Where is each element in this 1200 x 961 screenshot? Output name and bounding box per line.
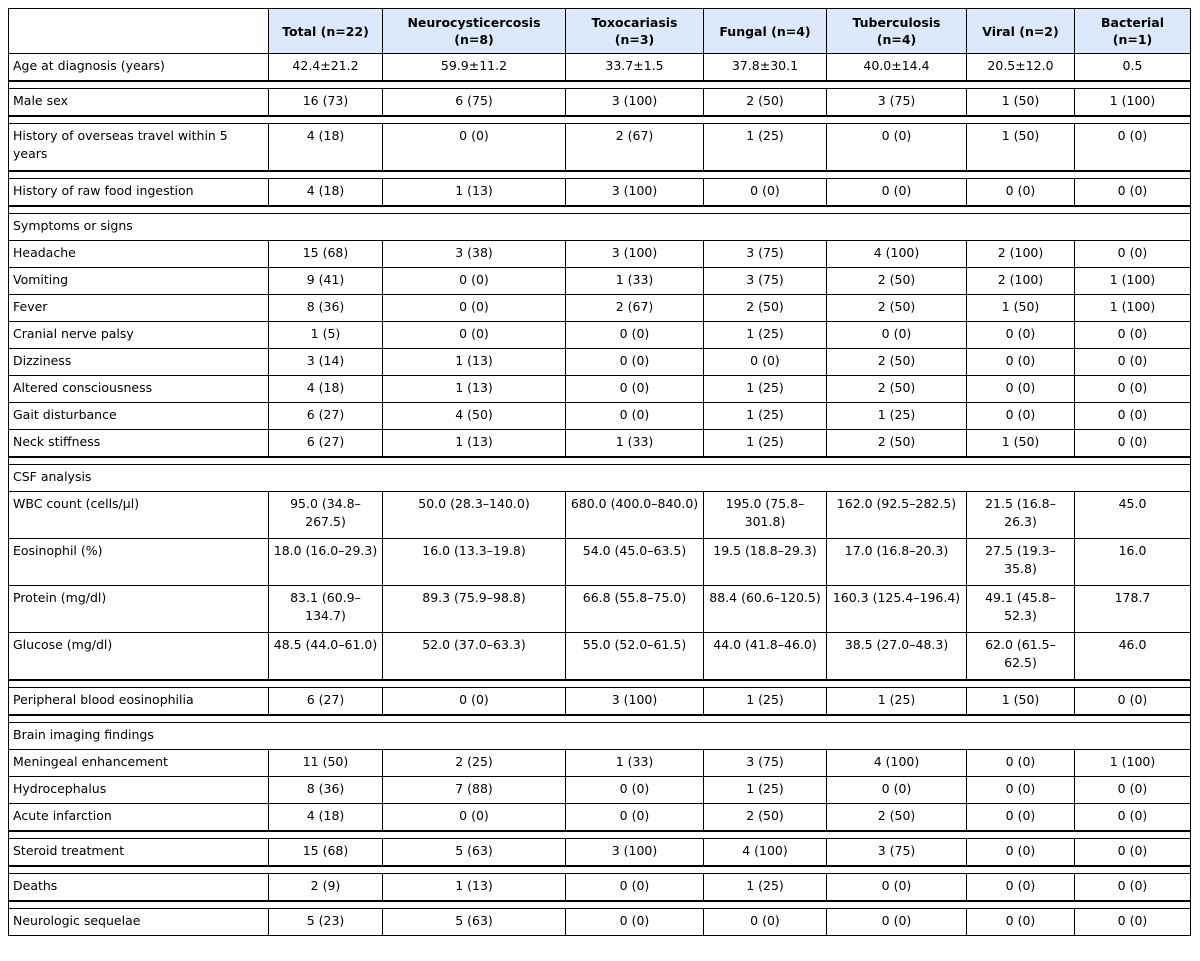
table-container bbox=[8, 8, 1191, 936]
table-row bbox=[8, 376, 1191, 403]
cell: 38.5 (27.0–48.3) bbox=[827, 633, 967, 680]
row-label: Glucose (mg/dl) bbox=[8, 633, 269, 680]
cell: 3 (75) bbox=[704, 750, 827, 777]
cell: 162.0 (92.5–282.5) bbox=[827, 492, 967, 539]
header-tuberculosis: Tuberculosis (n=4) bbox=[827, 8, 967, 54]
table-row bbox=[8, 124, 1191, 171]
row-label: Eosinophil (%) bbox=[8, 539, 269, 586]
cell: 95.0 (34.8–267.5) bbox=[269, 492, 383, 539]
cell: 6 (27) bbox=[269, 403, 383, 430]
cell: 0 (0) bbox=[1075, 241, 1191, 268]
cell: 0 (0) bbox=[827, 322, 967, 349]
cell: 2 (67) bbox=[566, 124, 704, 171]
row-label: Steroid treatment bbox=[8, 839, 269, 866]
cell: 0 (0) bbox=[383, 295, 566, 322]
cell: 17.0 (16.8–20.3) bbox=[827, 539, 967, 586]
separator bbox=[8, 116, 1191, 124]
cell: 1 (100) bbox=[1075, 268, 1191, 295]
cell: 0 (0) bbox=[827, 179, 967, 206]
cell: 0 (0) bbox=[1075, 376, 1191, 403]
cell: 1 (100) bbox=[1075, 89, 1191, 116]
cell: 0 (0) bbox=[827, 909, 967, 936]
cell: 1 (33) bbox=[566, 268, 704, 295]
separator bbox=[8, 901, 1191, 909]
section-row bbox=[8, 465, 1191, 492]
cell: 0 (0) bbox=[566, 874, 704, 901]
cell: 3 (100) bbox=[566, 179, 704, 206]
cell: 0 (0) bbox=[1075, 124, 1191, 171]
cell: 3 (38) bbox=[383, 241, 566, 268]
cell: 16.0 bbox=[1075, 539, 1191, 586]
cell: 2 (50) bbox=[827, 376, 967, 403]
cell: 1 (33) bbox=[566, 430, 704, 457]
cell: 0 (0) bbox=[383, 124, 566, 171]
cell: 2 (9) bbox=[269, 874, 383, 901]
cell: 0 (0) bbox=[1075, 349, 1191, 376]
cell: 4 (18) bbox=[269, 179, 383, 206]
cell: 3 (14) bbox=[269, 349, 383, 376]
cell: 8 (36) bbox=[269, 777, 383, 804]
cell: 0 (0) bbox=[1075, 403, 1191, 430]
cell: 1 (25) bbox=[827, 403, 967, 430]
cell: 0.5 bbox=[1075, 54, 1191, 81]
cell: 0 (0) bbox=[967, 804, 1075, 831]
table-row bbox=[8, 539, 1191, 586]
cell: 3 (75) bbox=[704, 241, 827, 268]
cell: 1 (25) bbox=[704, 777, 827, 804]
cell: 3 (100) bbox=[566, 89, 704, 116]
table-row bbox=[8, 403, 1191, 430]
cell: 6 (75) bbox=[383, 89, 566, 116]
header-bacterial: Bacterial (n=1) bbox=[1075, 8, 1191, 54]
cell: 0 (0) bbox=[967, 909, 1075, 936]
separator bbox=[8, 680, 1191, 688]
cell: 0 (0) bbox=[827, 777, 967, 804]
cell: 49.1 (45.8–52.3) bbox=[967, 586, 1075, 633]
cell: 40.0±14.4 bbox=[827, 54, 967, 81]
cell: 5 (23) bbox=[269, 909, 383, 936]
cell: 0 (0) bbox=[967, 322, 1075, 349]
cell: 2 (25) bbox=[383, 750, 566, 777]
row-label: Cranial nerve palsy bbox=[8, 322, 269, 349]
cell: 50.0 (28.3–140.0) bbox=[383, 492, 566, 539]
row-label: Hydrocephalus bbox=[8, 777, 269, 804]
cell: 1 (50) bbox=[967, 430, 1075, 457]
cell: 0 (0) bbox=[967, 403, 1075, 430]
section-title: Symptoms or signs bbox=[8, 214, 1191, 241]
cell: 20.5±12.0 bbox=[967, 54, 1075, 81]
cell: 2 (67) bbox=[566, 295, 704, 322]
cell: 2 (100) bbox=[967, 268, 1075, 295]
table-row bbox=[8, 633, 1191, 680]
header-total: Total (n=22) bbox=[269, 8, 383, 54]
cell: 5 (63) bbox=[383, 909, 566, 936]
cell: 0 (0) bbox=[566, 322, 704, 349]
cell: 0 (0) bbox=[827, 124, 967, 171]
row-label: Fever bbox=[8, 295, 269, 322]
row-label: Male sex bbox=[8, 89, 269, 116]
cell: 0 (0) bbox=[1075, 777, 1191, 804]
cell: 9 (41) bbox=[269, 268, 383, 295]
table-row bbox=[8, 586, 1191, 633]
cell: 0 (0) bbox=[566, 403, 704, 430]
cell: 1 (50) bbox=[967, 295, 1075, 322]
table-row bbox=[8, 322, 1191, 349]
cell: 3 (100) bbox=[566, 688, 704, 715]
cell: 3 (75) bbox=[704, 268, 827, 295]
cell: 4 (100) bbox=[827, 750, 967, 777]
table-row bbox=[8, 777, 1191, 804]
cell: 178.7 bbox=[1075, 586, 1191, 633]
cell: 0 (0) bbox=[566, 777, 704, 804]
table-row bbox=[8, 804, 1191, 831]
separator bbox=[8, 171, 1191, 179]
section-title: Brain imaging findings bbox=[8, 723, 1191, 750]
header-row bbox=[8, 8, 1191, 54]
cell: 0 (0) bbox=[1075, 839, 1191, 866]
cell: 160.3 (125.4–196.4) bbox=[827, 586, 967, 633]
cell: 83.1 (60.9–134.7) bbox=[269, 586, 383, 633]
row-label: Age at diagnosis (years) bbox=[8, 54, 269, 81]
separator bbox=[8, 81, 1191, 89]
cell: 44.0 (41.8–46.0) bbox=[704, 633, 827, 680]
cell: 11 (50) bbox=[269, 750, 383, 777]
cell: 66.8 (55.8–75.0) bbox=[566, 586, 704, 633]
table-row bbox=[8, 54, 1191, 81]
cell: 4 (100) bbox=[827, 241, 967, 268]
cell: 0 (0) bbox=[1075, 179, 1191, 206]
separator bbox=[8, 715, 1191, 723]
cell: 1 (100) bbox=[1075, 750, 1191, 777]
cell: 4 (18) bbox=[269, 376, 383, 403]
cell: 4 (50) bbox=[383, 403, 566, 430]
cell: 7 (88) bbox=[383, 777, 566, 804]
data-table bbox=[8, 8, 1191, 936]
cell: 0 (0) bbox=[967, 750, 1075, 777]
header-fungal: Fungal (n=4) bbox=[704, 8, 827, 54]
cell: 1 (25) bbox=[704, 874, 827, 901]
cell: 48.5 (44.0–61.0) bbox=[269, 633, 383, 680]
row-label: Neurologic sequelae bbox=[8, 909, 269, 936]
row-label: Neck stiffness bbox=[8, 430, 269, 457]
row-label: WBC count (cells/μl) bbox=[8, 492, 269, 539]
cell: 2 (50) bbox=[704, 295, 827, 322]
cell: 21.5 (16.8–26.3) bbox=[967, 492, 1075, 539]
row-label: Acute infarction bbox=[8, 804, 269, 831]
header-neurocysticercosis: Neurocysticercosis (n=8) bbox=[383, 8, 566, 54]
cell: 2 (50) bbox=[827, 430, 967, 457]
cell: 3 (100) bbox=[566, 839, 704, 866]
cell: 1 (13) bbox=[383, 376, 566, 403]
header-corner bbox=[8, 8, 269, 54]
cell: 0 (0) bbox=[704, 349, 827, 376]
cell: 1 (25) bbox=[704, 403, 827, 430]
cell: 0 (0) bbox=[967, 349, 1075, 376]
cell: 19.5 (18.8–29.3) bbox=[704, 539, 827, 586]
row-label: Gait disturbance bbox=[8, 403, 269, 430]
cell: 0 (0) bbox=[967, 839, 1075, 866]
cell: 0 (0) bbox=[566, 804, 704, 831]
separator bbox=[8, 831, 1191, 839]
cell: 0 (0) bbox=[967, 874, 1075, 901]
cell: 0 (0) bbox=[1075, 430, 1191, 457]
table-row bbox=[8, 179, 1191, 206]
row-label: Meningeal enhancement bbox=[8, 750, 269, 777]
cell: 0 (0) bbox=[1075, 874, 1191, 901]
cell: 1 (5) bbox=[269, 322, 383, 349]
separator bbox=[8, 866, 1191, 874]
cell: 52.0 (37.0–63.3) bbox=[383, 633, 566, 680]
cell: 0 (0) bbox=[566, 376, 704, 403]
cell: 0 (0) bbox=[1075, 804, 1191, 831]
section-row bbox=[8, 214, 1191, 241]
cell: 15 (68) bbox=[269, 839, 383, 866]
table-row bbox=[8, 295, 1191, 322]
cell: 1 (13) bbox=[383, 430, 566, 457]
table-row bbox=[8, 874, 1191, 901]
row-label: History of raw food ingestion bbox=[8, 179, 269, 206]
table-row bbox=[8, 688, 1191, 715]
cell: 2 (50) bbox=[827, 295, 967, 322]
section-title: CSF analysis bbox=[8, 465, 1191, 492]
row-label: Deaths bbox=[8, 874, 269, 901]
cell: 1 (25) bbox=[704, 688, 827, 715]
cell: 2 (50) bbox=[827, 804, 967, 831]
table-row bbox=[8, 492, 1191, 539]
cell: 1 (25) bbox=[704, 124, 827, 171]
row-label: History of overseas travel within 5 years bbox=[8, 124, 269, 171]
cell: 1 (50) bbox=[967, 688, 1075, 715]
cell: 3 (75) bbox=[827, 839, 967, 866]
cell: 1 (50) bbox=[967, 89, 1075, 116]
cell: 1 (33) bbox=[566, 750, 704, 777]
cell: 6 (27) bbox=[269, 430, 383, 457]
cell: 6 (27) bbox=[269, 688, 383, 715]
section-row bbox=[8, 723, 1191, 750]
table-row bbox=[8, 909, 1191, 936]
cell: 0 (0) bbox=[967, 777, 1075, 804]
cell: 5 (63) bbox=[383, 839, 566, 866]
cell: 1 (100) bbox=[1075, 295, 1191, 322]
cell: 2 (50) bbox=[827, 268, 967, 295]
cell: 8 (36) bbox=[269, 295, 383, 322]
cell: 0 (0) bbox=[704, 909, 827, 936]
cell: 0 (0) bbox=[566, 349, 704, 376]
cell: 195.0 (75.8–301.8) bbox=[704, 492, 827, 539]
cell: 88.4 (60.6–120.5) bbox=[704, 586, 827, 633]
table-row bbox=[8, 241, 1191, 268]
cell: 27.5 (19.3–35.8) bbox=[967, 539, 1075, 586]
row-label: Headache bbox=[8, 241, 269, 268]
cell: 46.0 bbox=[1075, 633, 1191, 680]
row-label: Dizziness bbox=[8, 349, 269, 376]
cell: 1 (13) bbox=[383, 874, 566, 901]
cell: 1 (13) bbox=[383, 349, 566, 376]
cell: 45.0 bbox=[1075, 492, 1191, 539]
cell: 16 (73) bbox=[269, 89, 383, 116]
cell: 1 (25) bbox=[704, 322, 827, 349]
cell: 62.0 (61.5–62.5) bbox=[967, 633, 1075, 680]
cell: 2 (50) bbox=[704, 804, 827, 831]
cell: 54.0 (45.0–63.5) bbox=[566, 539, 704, 586]
cell: 0 (0) bbox=[383, 268, 566, 295]
row-label: Vomiting bbox=[8, 268, 269, 295]
separator bbox=[8, 457, 1191, 465]
cell: 33.7±1.5 bbox=[566, 54, 704, 81]
cell: 4 (18) bbox=[269, 124, 383, 171]
cell: 0 (0) bbox=[967, 376, 1075, 403]
cell: 15 (68) bbox=[269, 241, 383, 268]
cell: 16.0 (13.3–19.8) bbox=[383, 539, 566, 586]
separator bbox=[8, 206, 1191, 214]
table-row bbox=[8, 430, 1191, 457]
header-toxocariasis: Toxocariasis (n=3) bbox=[566, 8, 704, 54]
cell: 1 (25) bbox=[704, 376, 827, 403]
cell: 4 (18) bbox=[269, 804, 383, 831]
cell: 0 (0) bbox=[1075, 909, 1191, 936]
cell: 18.0 (16.0–29.3) bbox=[269, 539, 383, 586]
cell: 680.0 (400.0–840.0) bbox=[566, 492, 704, 539]
cell: 0 (0) bbox=[827, 874, 967, 901]
cell: 42.4±21.2 bbox=[269, 54, 383, 81]
cell: 3 (75) bbox=[827, 89, 967, 116]
header-viral: Viral (n=2) bbox=[967, 8, 1075, 54]
cell: 0 (0) bbox=[383, 804, 566, 831]
cell: 0 (0) bbox=[704, 179, 827, 206]
cell: 2 (50) bbox=[827, 349, 967, 376]
cell: 1 (25) bbox=[704, 430, 827, 457]
row-label: Peripheral blood eosinophilia bbox=[8, 688, 269, 715]
cell: 37.8±30.1 bbox=[704, 54, 827, 81]
cell: 0 (0) bbox=[967, 179, 1075, 206]
cell: 59.9±11.2 bbox=[383, 54, 566, 81]
cell: 0 (0) bbox=[1075, 688, 1191, 715]
row-label: Protein (mg/dl) bbox=[8, 586, 269, 633]
cell: 0 (0) bbox=[383, 322, 566, 349]
cell: 89.3 (75.9–98.8) bbox=[383, 586, 566, 633]
table-row bbox=[8, 839, 1191, 866]
cell: 2 (100) bbox=[967, 241, 1075, 268]
cell: 3 (100) bbox=[566, 241, 704, 268]
cell: 1 (13) bbox=[383, 179, 566, 206]
table-row bbox=[8, 268, 1191, 295]
table-row bbox=[8, 349, 1191, 376]
cell: 0 (0) bbox=[1075, 322, 1191, 349]
cell: 2 (50) bbox=[704, 89, 827, 116]
cell: 55.0 (52.0–61.5) bbox=[566, 633, 704, 680]
cell: 4 (100) bbox=[704, 839, 827, 866]
cell: 0 (0) bbox=[566, 909, 704, 936]
cell: 0 (0) bbox=[383, 688, 566, 715]
table-row bbox=[8, 89, 1191, 116]
cell: 1 (25) bbox=[827, 688, 967, 715]
table-row bbox=[8, 750, 1191, 777]
cell: 1 (50) bbox=[967, 124, 1075, 171]
row-label: Altered consciousness bbox=[8, 376, 269, 403]
